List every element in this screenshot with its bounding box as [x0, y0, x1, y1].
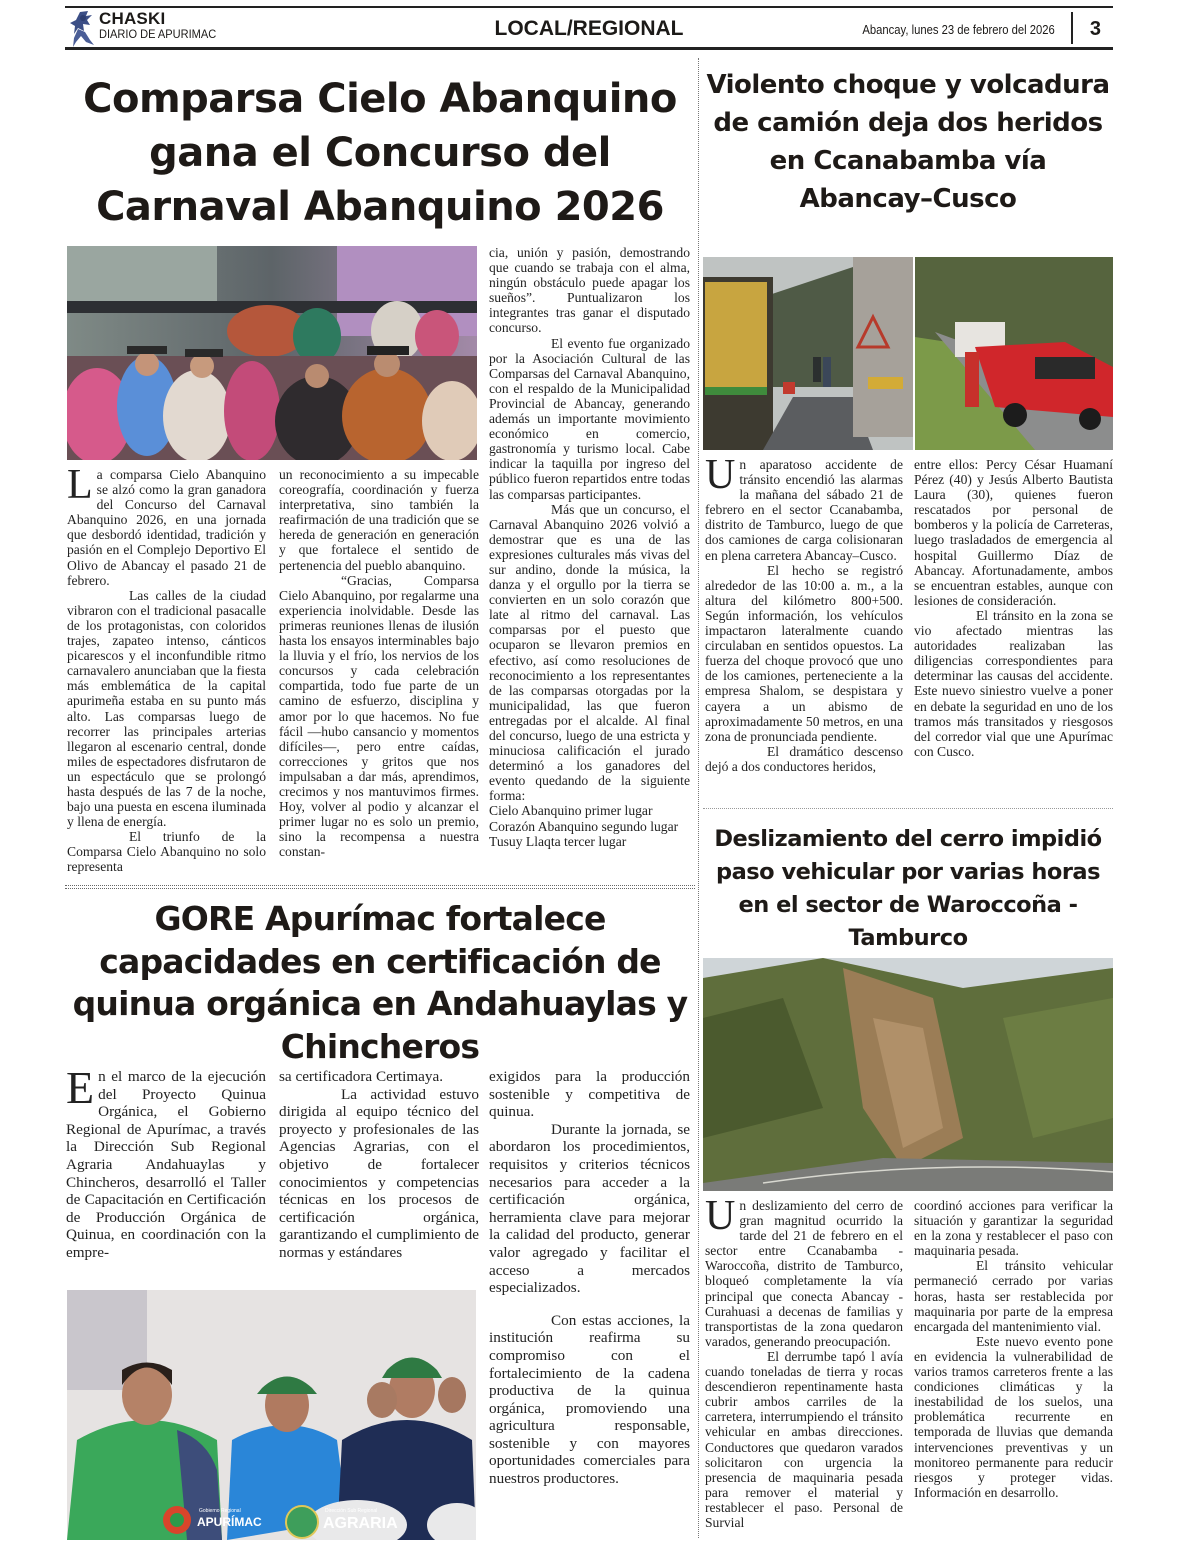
- headline-deslizamiento: Deslizamiento del cerro impidió paso vehicular por varias horas en el sector de Waroccoña - Tamburco: [714, 826, 1102, 951]
- brand-name: CHASKI: [99, 9, 166, 28]
- dropcap: L: [67, 462, 93, 508]
- logo-apurimac: APURÍMAC: [197, 1515, 262, 1529]
- paragraph: El triunfo de la Comparsa Cielo Abanquino no solo representa: [67, 829, 266, 875]
- truck-collision-photo: [703, 257, 913, 450]
- result-third: Tusuy Llaqta tercer lugar: [489, 833, 627, 849]
- quinua-column-2: [279, 1068, 479, 1262]
- workshop-participants-photo: [67, 1290, 476, 1540]
- paragraph: n el marco de la ejecución del Proyecto Quinua Orgánica, el Gobierno Regional de Apurímac, a través la Dirección Sub Regional Agraria Andahuaylas y Chincheros, desarrolló el Taller de Capacitación en Certificación de Producción Orgánica de Quinua, en coordinación con la empre-: [66, 1068, 266, 1261]
- paragraph: El tránsito en la zona se vio afectado mientras las autoridades realizaban las diligencias correspondientes para determinar las causas del accidente. Este nuevo siniestro vuelve a poner en debate la seguridad en uno de los tramos más transitados y riesgosos del corredor vial que une Apurímac con Cusco.: [914, 607, 1113, 759]
- issue-date: Abancay, lunes 23 de febrero del 2026: [862, 23, 1055, 37]
- carnaval-column-1: [67, 462, 266, 875]
- paragraph: Durante la jornada, se abordaron los procedimientos, requisitos y criterios técnicos necesarios para acceder a la certificación orgánica, herramienta clave para mejorar la calidad del producto, generar valor agregado y facilitar el acceso a mercados especializados.: [489, 1120, 690, 1297]
- paragraph: coordinó acciones para verificar la situación y garantizar la seguridad en la zona y restablecer el paso con maquinaria pesada.: [914, 1198, 1113, 1259]
- paragraph: Este nuevo evento pone en evidencia la vulnerabilidad de varios tramos carreteros frente a las condiciones climáticas y la inestabilidad de los suelos, una problemática recurrente en temporada de lluvias que demanda intervenciones preventivas y un monitoreo permanente para reducir riesgos y proteger vidas. Información en desarrollo.: [914, 1333, 1113, 1500]
- paragraph: El evento fue organizado por la Asociación Cultural de las Comparsas del Carnaval Abanquino, con el respaldo de la Municipalidad Provincial de Abancay, generando además un importante movimiento económico en comercio, gastronomía y turismo local. Cabe indicar la taquilla por ingreso del público fueron repartidos entre todas las comparsas participantes.: [489, 335, 690, 502]
- result-second: Corazón Abanquino segundo lugar: [489, 818, 679, 834]
- paragraph: exigidos para la producción sostenible y competitiva de quinua.: [489, 1068, 690, 1121]
- fire-rescue-truck-photo: [915, 257, 1113, 450]
- headline-carnaval: Comparsa Cielo Abanquino gana el Concurso del Carnaval Abanquino 2026: [83, 76, 677, 230]
- paragraph: El hecho se registró alrededor de las 10:00 a. m., a la altura del kilómetro 800+500. Según información, los vehículos impactaron lateralmente cuando circulaban en sentidos opuestos. La fuerza del choque provocó que uno de los camiones, perteneciente a la empresa Shalom, se despistara y cayera a un abismo de aproximadamente 50 metros, en una zona de pronunciada pendiente.: [705, 562, 903, 744]
- paragraph: un reconocimiento a su impecable coreografía, coordinación y fuerza interpretativa, sino también la reafirmación de una tradición que se hereda de generación en generación y que fortalece el sentido de pertenencia del pueblo abanquino.: [279, 467, 479, 573]
- logo-agraria-caption: Dirección Sub Regional: [325, 1508, 378, 1514]
- paragraph: El tránsito vehicular permaneció cerrado por varias horas, hasta ser restablecida por maquinaria por parte de la empresa encargada del mantenimiento vial.: [914, 1258, 1113, 1334]
- paragraph: n deslizamiento del cerro de gran magnitud ocurrido la tarde del 21 de febrero en el sector entre Ccanabamba - Waroccoña, distrito de Tamburco, bloqueó completamente la vía principal que conecta Abancay -Curahuasi a decenas de familias y transportistas de la zona quedaron varados, generando preocupación.: [705, 1198, 903, 1349]
- dropcap: E: [66, 1062, 95, 1113]
- quinua-column-1: [66, 1062, 266, 1262]
- accidente-column-1: [705, 452, 903, 774]
- deslizamiento-column-1: [705, 1193, 903, 1530]
- logo-agraria: AGRARIA: [323, 1515, 398, 1532]
- dropcap: U: [705, 1193, 736, 1239]
- brand-subtitle: DIARIO DE APURIMAC: [99, 27, 217, 41]
- paragraph: El derrumbe tapó l avía cuando toneladas de tierra y rocas descendieron repentinamente hasta cubrir ambos carriles de la carretera, interrumpiendo el tránsito vehicular en ambas direcciones. Conductores que quedaron varados solicitaron con urgencia la presencia de maquinaria pesada para remover el material y restablecer el paso. Personal de Survial: [705, 1348, 903, 1530]
- accidente-column-2: [914, 457, 1113, 759]
- logo-apurimac-caption: Gobierno Regional: [199, 1508, 241, 1514]
- paragraph: a comparsa Cielo Abanquino se alzó como la gran ganadora del Concurso del Carnaval Abanquino 2026, en una jornada que desbordó identidad, tradición y pasión en el Complejo Deportivo El Olivo de Abancay el pasado 21 de febrero.: [67, 467, 266, 588]
- paragraph: sa certificadora Certimaya.: [279, 1068, 444, 1085]
- dropcap: U: [705, 452, 736, 498]
- paragraph: Más que un concurso, el Carnaval Abanquino 2026 volvió a demostrar que es una de las expresiones culturales más vivas del sur andino, donde la música, la danza y el orgullo por la tierra se convierten en un solo corazón que late al ritmo del carnaval. Las comparsas por el puesto que ocuparon se llevaron premios en efectivo, así como resoluciones de reconocimiento a los representantes de las comparsas otorgadas por la municipalidad, las que fueron entregadas por el alcalde. Al final del concurso, luego de una estricta y minuciosa calificación el jurado determinó a los ganadores del evento quedando de la siguiente forma:: [489, 501, 690, 804]
- paragraph: Con estas acciones, la institución reafirma su compromiso con el fortalecimiento de la cadena productiva de la quinua orgánica, promoviendo una agricultura responsable, sostenible y con mayores oportunidades comerciales para nuestros productores.: [489, 1311, 690, 1488]
- paragraph: El dramático descenso dejó a dos conductores heridos,: [705, 743, 903, 774]
- landslide-road-photo: [703, 958, 1113, 1191]
- section-divider-left: [65, 885, 695, 889]
- page-number-separator: [1071, 12, 1073, 44]
- carnaval-column-2: [279, 467, 479, 859]
- paragraph: entre ellos: Percy César Huamaní Pérez (40) y Jesús Alberto Bautista Laura (30), quienes fueron rescatados por personal de bomberos y la policía de Carreteras, luego trasladados de emergencia al hospital Guillermo Díaz de Abancay. Afortunadamente, ambos se encuentran estables, aunque con lesiones de consideración.: [914, 457, 1113, 608]
- carnaval-column-3: [489, 245, 690, 849]
- paragraph: Las calles de la ciudad vibraron con el tradicional pasacalle de los protagonistas, con coloridos trajes, zapateo intenso, cánticos picarescos y el inconfundible ritmo carnavalero anunciaban que la fiesta más emblemática de la capital apurimeña estaba en su punto más alto. Las comparsas luego de recorrer las principales arterias llegaron al escenario central, donde miles de espectadores disfrutaron de un espectáculo que se prolongó hasta después de las 7 de la noche, bajo una puesta en escena iluminada y llena de energía.: [67, 587, 266, 830]
- column-divider: [698, 58, 699, 1538]
- paragraph: “Gracias, Comparsa Cielo Abanquino, por regalarme una experiencia inolvidable. Desde las primeras reuniones llenas de ilusión hasta los ensayos interminables bajo la lluvia y el frío, los nervios de los concursos y cada celebración compartida, todo fue parte de un camino de esfuerzo, disciplina y amor por lo que hacemos. No fue fácil —hubo cansancio y momentos difíciles—, pero entre caídas, correcciones y gritos que nos impulsaban a dar más, aprendimos, crecimos y nos mantuvimos firmes. Hoy, volver al podio y alcanzar el primer lugar no es solo un premio, sino la recompensa a nuestra constan-: [279, 572, 479, 860]
- page-number: 3: [1089, 18, 1101, 40]
- paragraph: n aparatoso accidente de tránsito encendió las alarmas la mañana del sábado 21 de febrero en el sector Ccanabamba, distrito de Tamburco, luego de que dos camiones de carga colisionaran en plena carretera Abancay–Cusco.: [705, 457, 903, 563]
- section-title: LOCAL/REGIONAL: [494, 17, 684, 40]
- masthead: [65, 6, 1113, 50]
- carnival-dancers-photo: [67, 246, 477, 460]
- deslizamiento-column-2: [914, 1198, 1113, 1500]
- quinua-column-3: [489, 1068, 690, 1488]
- headline-quinua: GORE Apurímac fortalece capacidades en certificación de quinua orgánica en Andahuaylas y Chincheros: [72, 899, 688, 1066]
- result-first: Cielo Abanquino primer lugar: [489, 803, 653, 819]
- headline-accidente: Violento choque y volcadura de camión deja dos heridos en Ccanabamba vía Abancay–Cusco: [706, 70, 1110, 214]
- paragraph: La actividad estuvo dirigida al equipo técnico del proyecto y profesionales de las Agencias Agrarias, con el objetivo de fortalecer conocimientos y competencias técnicas en los procesos de certificación orgánica, garantizando el cumplimiento de normas y estándares: [279, 1085, 479, 1261]
- section-divider-right: [703, 808, 1113, 809]
- paragraph: cia, unión y pasión, demostrando que cuando se trabaja con el alma, ningún obstáculo puede apagar los sueños”. Puntualizaron los integrantes tras ganar el disputado concurso.: [489, 245, 690, 336]
